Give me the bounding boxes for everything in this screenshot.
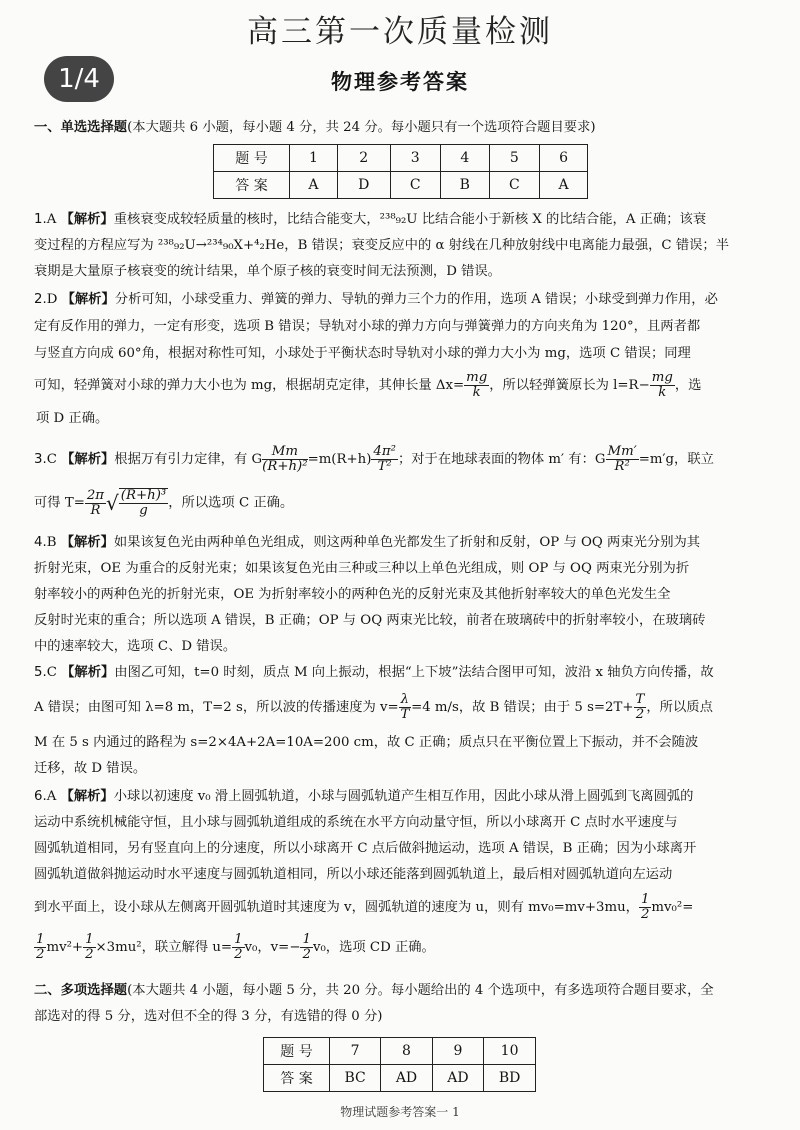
page-footer: 物理试题参考答案一 1 bbox=[340, 1105, 460, 1119]
table-row: 答 案 A D C B C A bbox=[214, 172, 588, 199]
question-3-explanation: 3.C 【解析】根据万有引力定律，有 G $\frac{Mm}{\text{(R+h)²}}$ =m(R+h) $\frac{\text{4π²}}{\text{T²}}$ ；对于在地球表面的物体 m′ 有：G $\frac{Mm'}{\text{R²}}$ =m′g，联立 可得 T= $\frac{2\pi}{R}$ √ $\frac{\text{(R+h)³}}{g}$ ，所以选项 C 正确。 bbox=[34, 444, 714, 518]
section1-answer-table bbox=[213, 144, 588, 199]
question-4-explanation: 4.B 【解析】如果该复色光由两种单色光组成，则这两种单色光都发生了折射和反射，OP 与 OQ 两束光分别为其 折射光束，OE 为重合的反射光束；如果该复色光由三种或三种以上单色光组成，则 OP 与 OQ 两束光分别为折 射率较小的两种色光的折射光束，OE 为折射率较小的两种色光的反射光束及其他折射率较大的单色光发生全 反射时光束的重合；所以选项 A 错误，B 正确；OP 与 OQ 两束光比较，前者在玻璃砖中的折射率较小，在玻璃砖 中的速率较大，选项 C、D 错误。 bbox=[34, 535, 706, 654]
table-row: 题 号 7 8 9 10 bbox=[264, 1038, 536, 1065]
section1-heading: 一、单选选择题(本大题共 6 小题，每小题 4 分，共 24 分。每小题只有一个选项符合题目要求) bbox=[34, 120, 596, 135]
question-5-explanation: 5.C 【解析】由图乙可知，t=0 时刻，质点 M 向上振动，根据“上下坡”法结合图甲可知，波沿 x 轴负方向传播，故 A 错误；由图可知 λ=8 m，T=2 s，所以波的传播速度为 v= $\frac{\lambda}{T}$ =4 m/s，故 B 错误；由于 5 s=2T+ $\frac{T}{2}$ ，所以质点 M 在 5 s 内通过的路程为 s=2×4A+2A=10A=200 cm，故 C 正确；质点只在平衡位置上下振动，并不会随波 迁移，故 D 错误。 bbox=[34, 665, 714, 776]
section2-heading: 二、多项选择题(本大题共 4 小题，每小题 5 分，共 20 分。每小题给出的 4 个选项中，有多选项符合题目要求，全 部选对的得 5 分，选对但不全的得 3 分，有选错的得 0 分) bbox=[34, 983, 714, 1024]
answer-key-subtitle: 物理参考答案 bbox=[331, 70, 469, 94]
question-6-explanation: 6.A 【解析】小球以初速度 v₀ 滑上圆弧轨道，小球与圆弧轨道产生相互作用，因此小球从滑上圆弧到飞离圆弧的 运动中系统机械能守恒，且小球与圆弧轨道组成的系统在水平方向动量守恒，所以小球离开 C 点时水平速度与 圆弧轨道相同，另有竖直向上的分速度，所以小球离开 C 点后做斜抛运动，选项 A 错误，B 正确；因为小球离开 圆弧轨道做斜抛运动时水平速度与圆弧轨道相同，所以小球还能落到圆弧轨道上，最后相对圆弧轨道向左运动 到水平面上，设小球从左侧离开圆弧轨道时其速度为 v，圆弧轨道的速度为 u，则有 mv₀=mv+3mu， $\frac{1}{2}$ mv₀²= $\frac{1}{2}$ mv²+ $\frac{1}{2}$ ×3mu²，联立解得 u= $\frac{1}{2}$ v₀，v=− $\frac{1}{2}$ v₀，选项 CD 正确。 bbox=[34, 789, 697, 962]
section2-answer-table bbox=[263, 1037, 536, 1092]
page-badge: 1/4 bbox=[44, 56, 114, 102]
table-row: 答 案 BC AD AD BD bbox=[264, 1065, 536, 1092]
table-row: 题 号 1 2 3 4 5 6 bbox=[214, 145, 588, 172]
question-2-explanation: 2.D 【解析】分析可知，小球受重力、弹簧的弹力、导轨的弹力三个力的作用，选项 A 错误；小球受到弹力作用，必 定有反作用的弹力，一定有形变，选项 B 错误；导轨对小球的弹力方向与弹簧弹力的方向夹角为 120°，且两者都 与竖直方向成 60°角，根据对称性可知，小球处于平衡状态时导轨对小球的弹力大小为 mg，选项 C 错误；同理 可知，轻弹簧对小球的弹力大小也为 mg，根据胡克定律，其伸长量 Δx= $\frac{mg}{k}$ ，所以轻弹簧原长为 l=R− $\frac{mg}{k}$ ，选 项 D 正确。 bbox=[34, 292, 718, 426]
exam-title: 高三第一次质量检测 bbox=[247, 14, 553, 50]
question-1-explanation: 1.A 【解析】重核衰变成较轻质量的核时，比结合能变大，²³⁸₉₂U 比结合能小于新核 X 的比结合能，A 正确；该衰 变过程的方程应写为 ²³⁸₉₂U→²³⁴₉₀X+⁴₂He，B 错误；衰变反应中的 α 射线在几种放射线中电离能力最强，C 错误；半 衰期是大量原子核衰变的统计结果，单个原子核的衰变时间无法预测，D 错误。 bbox=[34, 212, 730, 279]
